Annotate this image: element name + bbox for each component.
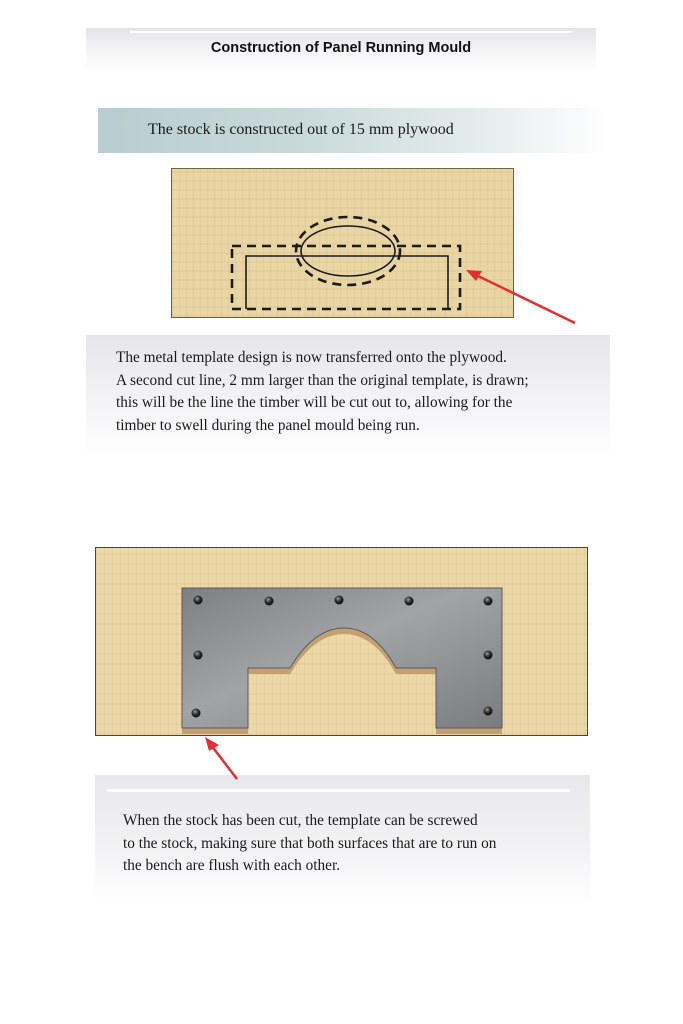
text-line: When the stock has been cut, the template can be screwed	[123, 812, 478, 829]
stock-caption: The stock is constructed out of 15 mm plywood	[148, 121, 454, 138]
page-title: Construction of Panel Running Mould	[210, 40, 472, 56]
text-line: the bench are flush with each other.	[123, 857, 341, 874]
text-line: The metal template design is now transferred onto the plywood.	[116, 349, 507, 366]
text-line: timber to swell during the panel mould being run.	[116, 416, 420, 434]
text-line: this will be the line the timber will be cut out to, allowing for the	[116, 394, 513, 411]
text-line: to the stock, making sure that both surfaces that are to run on	[123, 834, 497, 852]
red-arrow-icon	[205, 737, 237, 779]
red-arrow-icon	[466, 270, 575, 323]
text-line: A second cut line, 2 mm larger than the original template, is drawn;	[116, 371, 529, 389]
